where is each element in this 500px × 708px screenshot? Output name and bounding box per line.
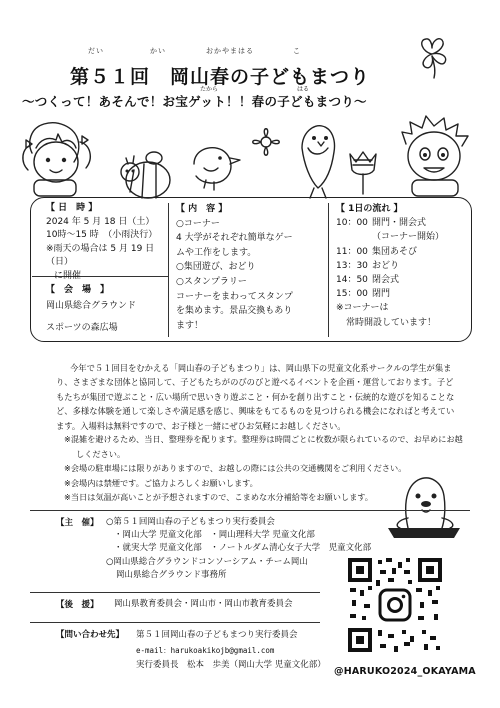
intro-paragraph: 今年で５１回目をむかえる「岡山春の子どもまつり」は、岡山県下の児童文化系サークルの学生が集まり、さまざまな団体と協同して、子どもたちがのびのびと遊べるイベントを企画・運営しております。子どもたちが集団で遊ぶこと・広い場所で思いきり遊ぶこと・何かを創り出すこと・伝統的な遊びを知ることなど、多様な体験を通して楽しさや満足感を感じ、興味をもてるものを見つけられる機会になればと考えています。入場料は無料ですので、お子様と一緒にぜひお気軽にお越しください。 (56, 363, 455, 431)
organizer-line: ・就実大学 児童文化部 ・ノートルダム清心女子大学 児童文化部 (114, 543, 372, 554)
event-rain-line-2: に開催 (54, 270, 82, 281)
section-rule-sponsors (30, 592, 320, 593)
schedule-note-1: ※コーナーは (336, 303, 389, 314)
note-item: ※当日は気温が高いことが予想されますので、こまめな水分補給等をお願いします。 (64, 492, 373, 502)
contact-list (136, 628, 336, 673)
instagram-handle[interactable]: @HARUKO2024_OKAYAMA (334, 666, 476, 677)
ruby-ko: こ (293, 47, 301, 55)
organizer-line: ・岡山大学 児童文化部 ・岡山理科大学 児童文化部 (114, 530, 315, 541)
content-line-8: ます！ (176, 320, 204, 331)
section-rule-organizers (30, 510, 470, 511)
contact-chair: 実行委員長 松本 歩美（岡山大学 児童文化部） (136, 660, 326, 670)
schedule-item: 10：00 開門・開会式 (336, 218, 427, 229)
content-line-3: ムや工作をします。 (176, 247, 257, 258)
schedule-item: 14：50 閉会式 (336, 275, 400, 286)
event-content-section (176, 202, 326, 333)
page-title: 第５１回 岡山春の子どもまつり (70, 66, 371, 88)
organizer-line: ○第５１回岡山春の子どもまつり実行委員会 (106, 517, 275, 527)
qr-code[interactable] (346, 556, 444, 654)
event-schedule-heading: 【 1日の流れ 】 (336, 204, 403, 214)
info-divider-2 (328, 203, 329, 337)
organizer-line: 岡山県総合グラウンド事務所 (116, 569, 227, 580)
schedule-item: 15：00 閉門 (336, 289, 391, 300)
event-venue-line-2: スポーツの森広場 (46, 323, 118, 333)
event-venue-heading: 【 会 場 】 (46, 285, 110, 295)
organizer-line: ○岡山県総合グラウンドコンソーシアム・チーム岡山 (106, 556, 308, 567)
content-line-2: 4 大学がそれぞれ簡単なゲー (176, 233, 293, 244)
bee-illustration-icon (112, 150, 182, 202)
section-rule-contact (30, 622, 320, 623)
event-rain-line: ※雨天の場合は 5 月 19 日（日） (46, 243, 155, 267)
event-venue-section (46, 282, 170, 336)
swallow-illustration-icon (292, 118, 346, 198)
subtitle-ruby-haru: はる (297, 86, 310, 93)
schedule-item: （コーナー開始） (372, 232, 445, 243)
schedule-item: 11：00 集団あそび (336, 246, 418, 257)
organizers-label: 【主 催】 (56, 518, 99, 528)
schedule-note-2: 常時開設しています！ (346, 317, 437, 328)
content-line-7: を集めます。景品交換もあり (176, 306, 293, 317)
seal-mascot-icon (384, 470, 464, 540)
boy-illustration-icon (398, 114, 474, 198)
schedule-item: 13：30 おどり (336, 260, 400, 271)
contact-org: 第５１回岡山春の子どもまつり実行委員会 (136, 630, 298, 640)
contact-email[interactable]: e-mail：harukoakikojb@gmail.com (136, 646, 275, 655)
event-time-line: 10時～15 時 （小雨決行） (46, 230, 158, 240)
page-subtitle: ～つくって！あそんで！お宝ゲット！！春の子どもまつり～ (22, 94, 367, 109)
event-date-heading: 【 日 時 】 (46, 203, 98, 213)
tulip-icon (346, 148, 380, 194)
event-date-line: 2024 年 5 月 18 日（土） (46, 216, 155, 227)
note-item: ※会場内は禁煙です。ご協力よろしくお願いします。 (64, 477, 258, 488)
content-line-4: ○集団遊び、おどり (176, 262, 256, 273)
sponsors-label: 【後 援】 (56, 600, 99, 610)
content-line-5: ○スタンプラリー (176, 276, 247, 287)
contact-label: 【問い合わせ先】 (56, 630, 125, 640)
note-item: ※混雑を避けるため、当日、整理券を配ります。整理券は時間ごとに枚数が限られているので、お早めにお越しください。 (64, 434, 463, 459)
ruby-dai: だい (88, 47, 104, 55)
clover-icon (412, 34, 452, 78)
small-bird-illustration-icon (186, 140, 242, 190)
event-venue-line-1: 岡山県総合グラウンド (46, 301, 137, 311)
sponsors-text: 岡山県教育委員会・岡山市・岡山市教育委員会 (114, 599, 293, 609)
note-item: ※会場の駐車場には限りがありますので、お越しの際には公共の交通機関をご利用ください。 (64, 463, 407, 473)
girl-illustration-icon (22, 118, 112, 198)
ruby-kai: かい (150, 47, 166, 55)
event-date-section (46, 202, 170, 283)
subtitle-ruby-takara: たから (200, 86, 219, 93)
ruby-okayamaharu: おかやまはる (206, 47, 254, 55)
content-line-1: ○コーナー (176, 218, 220, 229)
event-schedule-section (336, 202, 470, 330)
content-line-6: コーナーをまわってスタンプ (176, 291, 293, 302)
event-content-heading: 【 内 容 】 (176, 204, 228, 214)
flower-icon (246, 122, 286, 162)
